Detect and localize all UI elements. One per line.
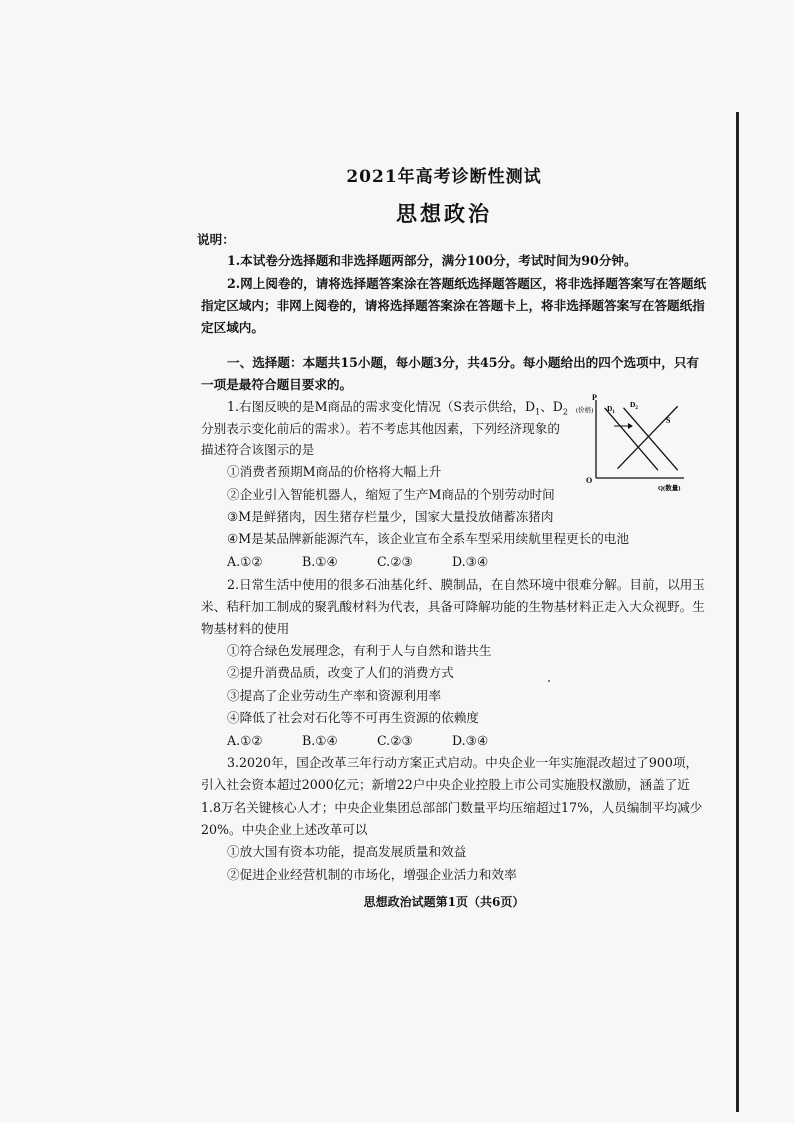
q3-choice-1: ①放大国有资本功能，提高发展质量和效益 [227,844,467,859]
q1-options [227,554,527,570]
d2-curve-label [630,400,638,411]
q3-stem-line2: 引入社会资本超过2000亿元；新增22户中央企业控股上市公司实施股权激励，涵盖了近 [201,777,690,792]
s-curve-label: S [666,416,671,425]
q2-option-a: A.①② [227,733,263,748]
q2-option-c: C.②③ [377,733,413,748]
scan-edge-line [736,112,739,1112]
q2-stem-line3: 物基材料的使用 [201,621,290,636]
q2-stem-line1: 2.日常生活中使用的很多石油基化纤、膜制品，在自然环境中很难分解。目前，以用玉 [227,577,705,592]
instruction-item-1: 1.本试卷分选择题和非选择题两部分，满分100分，考试时间为90分钟。 [227,253,637,268]
instruction-item-2: 2.网上阅卷的，请将选择题答案涂在答题纸选择题答题区，将非选择题答案写在答题纸 [227,276,707,291]
x-axis-label: Q(数量) [658,485,681,492]
q2-stem-line2: 米、秸秆加工制成的聚乳酸材料为代表，具备可降解功能的生物基材料正走入大众视野。生 [201,599,705,614]
q2-choice-3: ③提高了企业劳动生产率和资源利用率 [227,688,442,703]
q1-stem-line2: 分别表示变化前后的需求）。若不考虑其他因素，下列经济现象的 [201,421,560,436]
q1-stem-text: 1.右图反映的是M商品的需求变化情况（S表示供给，D [227,399,536,414]
q3-stem-line4: 20%。中央企业上述改革可以 [201,822,368,837]
d2-label-letter: D [630,400,636,409]
scan-speck [548,680,550,682]
exam-title: 2021年高考诊断性测试 [346,167,542,187]
q1-sub1: 1 [535,407,541,417]
q3-stem-line1: 3.2020年，国企改革三年行动方案正式启动。中央企业一年实施混改超过了900项， [227,755,699,770]
q1-sep: 、D [540,399,563,414]
y-axis-note: (价格) [576,407,594,414]
q1-choice-3: ③M是鲜猪肉，因生猪存栏量少，国家大量投放储蓄冻猪肉 [227,509,554,524]
page-footer: 思想政治试题第1页（共6页） [363,895,525,909]
q2-option-b: B.①④ [302,733,338,748]
section-heading-line1: 一、选择题：本题共15小题，每小题3分，共45分。每小题给出的四个选项中，只有 [227,355,700,370]
d1-label-sub: 1 [612,410,615,415]
y-axis-label: P [592,393,597,402]
q1-choice-1: ①消费者预期M商品的价格将大幅上升 [227,464,442,479]
q2-option-d: D.③④ [452,733,489,748]
instruction-item-2-end: 定区域内。 [201,320,264,335]
q1-sub2: 2 [562,407,568,417]
q1-option-d: D.③④ [452,554,489,569]
q2-choice-4: ④降低了社会对石化等不可再生资源的依赖度 [227,710,479,725]
q1-stem-line1 [227,399,568,421]
instruction-item-2-cont: 指定区域内；非网上阅卷的，请将选择题答案涂在答题卡上，将非选择题答案写在答题纸指 [201,298,705,313]
q1-choice-2: ②企业引入智能机器人，缩短了生产M商品的个别劳动时间 [227,487,555,502]
q1-stem-line3: 描述符合该图示的是 [201,442,315,457]
exam-subject: 思想政治 [396,201,492,226]
instructions-label: 说明： [197,232,235,247]
q1-option-b: B.①④ [302,554,338,569]
origin-label: O [586,476,593,485]
supply-demand-svg [578,392,688,492]
q1-option-c: C.②③ [377,554,413,569]
supply-demand-chart [578,392,688,492]
q2-choice-1: ①符合绿色发展理念，有利于人与自然和谐共生 [227,643,492,658]
q3-choice-2: ②促进企业经营机制的市场化，增强企业活力和效率 [227,867,517,882]
q2-choice-2: ②提升消费品质，改变了人们的消费方式 [227,665,454,680]
q1-option-a: A.①② [227,554,263,569]
d1-label-letter: D [607,404,613,413]
q1-choice-4: ④M是某品牌新能源汽车，该企业宣布全系车型采用续航里程更长的电池 [227,531,629,546]
d1-curve-label [607,404,615,415]
q2-options [227,733,527,749]
d2-label-sub: 2 [635,406,638,411]
section-heading-line2: 一项是最符合题目要求的。 [201,377,353,392]
q3-stem-line3: 1.8万名关键核心人才；中央企业集团总部部门数量平均压缩超过17%，人员编制平均减少 [201,800,703,815]
shift-arrow-icon [614,423,633,429]
